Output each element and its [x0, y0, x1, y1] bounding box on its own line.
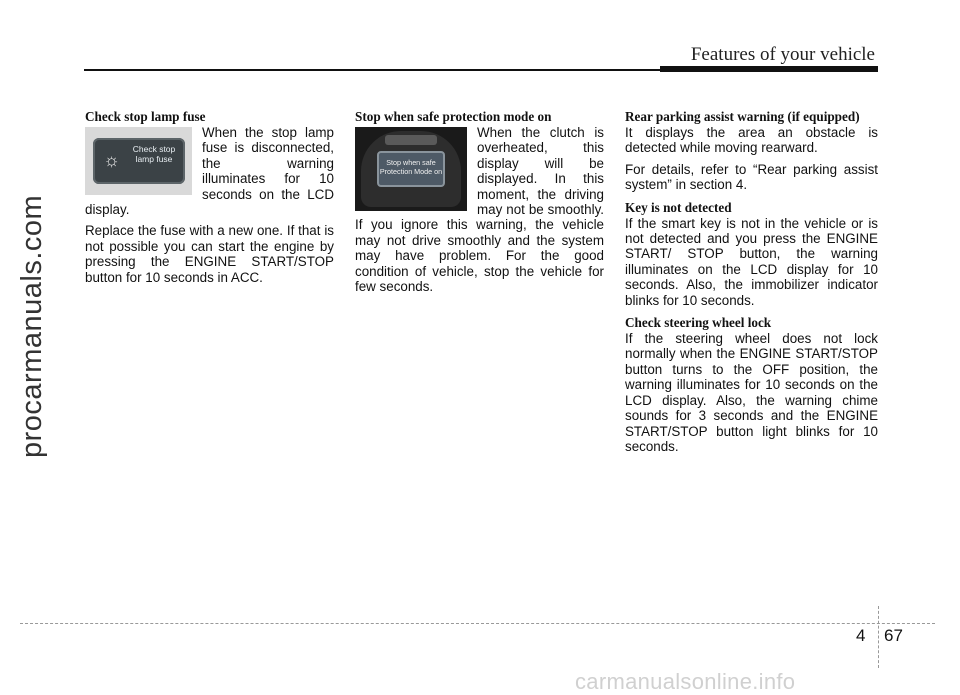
- protection-mode-figure: [355, 127, 467, 211]
- page-number: 67: [884, 626, 903, 645]
- page-header-title: Features of your vehicle: [690, 44, 875, 65]
- footer-rule: [20, 623, 935, 624]
- body-text: It displays the area an obstacle is detected while moving rearward.: [625, 125, 878, 156]
- body-text: Replace the fuse with a new one. If that is not possible you can start the engine by pressing the ENGINE START/STOP button for 10 seconds in ACC.: [85, 223, 334, 285]
- body-text: If the smart key is not in the vehicle or is not detected and you press the ENGINE START/ STOP button, the warning illuminates on the LCD display for 10 seconds. Also, the immobilizer indicator blinks for 10 seconds.: [625, 215, 878, 308]
- section-heading: Check stop lamp fuse: [85, 109, 206, 124]
- lcd-message: Stop when safe Protection Mode on: [377, 151, 445, 187]
- column-stop-when-safe: [355, 108, 604, 294]
- side-watermark: procarmanuals.com: [16, 194, 48, 458]
- page-number-separator: [878, 606, 879, 668]
- lamp-warning-icon: ☼: [103, 150, 120, 170]
- bottom-watermark: carmanualsonline.info: [575, 669, 796, 694]
- section-heading: Check steering wheel lock: [625, 315, 772, 331]
- body-text: If the steering wheel does not lock normally when the ENGINE START/STOP button turns to the OFF position, the warning illuminates for 10 seconds on the LCD display. Also, the warning chime sounds for 3 seconds and the ENGINE START/STOP button light blinks for 10 seconds.: [625, 331, 878, 454]
- column-warnings: [625, 108, 878, 454]
- body-text: When the stop lamp fuse is disconnected, the warning illuminates for 10 seconds on the LCD display.: [85, 125, 334, 218]
- column-stop-lamp-fuse: [85, 108, 334, 285]
- section-heading: Stop when safe protection mode on: [355, 109, 552, 124]
- header-rule: [84, 69, 660, 71]
- lcd-message: Check stop lamp fuse: [132, 144, 176, 164]
- body-text: For details, refer to “Rear parking assist system” in section 4.: [625, 161, 878, 193]
- body-text: When the clutch is overheated, this display will be displayed. In this moment, the driving may not be smoothly. If you ignore this warning, the vehicle may not drive smoothly and the system may have problem. For the good condition of vehicle, stop the vehicle for few seconds.: [355, 125, 604, 295]
- section-heading: Key is not detected: [625, 199, 732, 215]
- header-rule-accent: [660, 66, 878, 72]
- section-heading: Rear parking assist warning (if equipped): [625, 109, 860, 124]
- cluster-top: [385, 135, 437, 145]
- stop-lamp-warning-figure: [85, 127, 192, 195]
- section-number: 4: [856, 626, 866, 645]
- lcd-panel: [93, 138, 185, 184]
